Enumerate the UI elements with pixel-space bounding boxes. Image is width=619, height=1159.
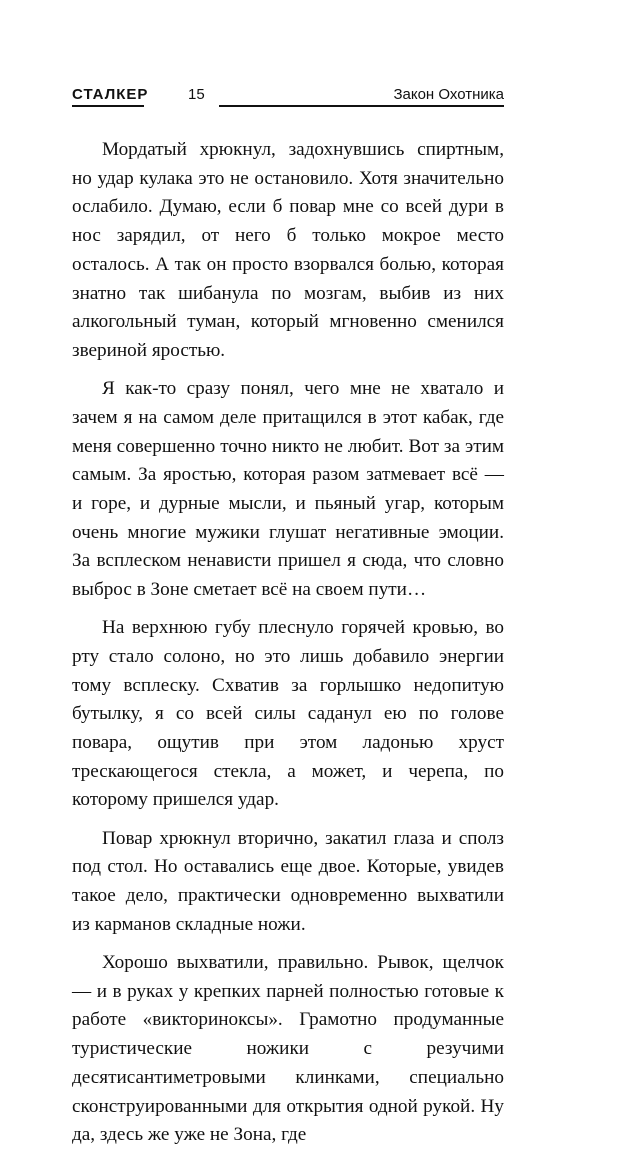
header-rule — [219, 105, 504, 107]
paragraph-3: На верхнюю губу плеснуло горячей кровью, во рту стало солоно, но это лишь добавило энергии тому всплеску. Схватив за горлышко недопитую бутылку, я со всей силы саданул ею по голове повара, ощутив при этом ладонью хруст трескающегося стекла, а может, и черепа, по которому пришелся удар. — [72, 617, 504, 811]
body-text — [72, 136, 504, 1159]
paragraph-1: Мордатый хрюкнул, задохнувшись спиртным, но удар кулака это не остановило. Хотя значительно ослабило. Думаю, если б повар мне со всей дури в нос зарядил, от него б только мокрое место осталось. А так он просто взорвался болью, которая знатно так шибанула по мозгам, выбив из них алкогольный туман, который мгновенно сменился звериной яростью. — [72, 139, 504, 361]
book-title: Закон Охотника — [393, 86, 504, 103]
series-underline — [72, 105, 144, 107]
paragraph-2: Я как-то сразу понял, чего мне не хватало и зачем я на самом деле притащился в этот кабак, где меня совершенно точно никто не любит. Вот за этим самым. За яростью, которая разом затмевает всё — и горе, и дурные мысли, и пьяный угар, которым очень многие мужики глушат негативные эмоции. За всплеском ненависти пришел я сюда, что словно выброс в Зоне сметает всё на своем пути… — [72, 378, 504, 601]
paragraph-4: Повар хрюкнул вторично, закатил глаза и сполз под стол. Но оставались еще двое. Которые, увидев такое дело, практически одновременно выхватили из карманов складные ножи. — [72, 827, 504, 935]
paragraph-5: Хорошо выхватили, правильно. Рывок, щелчок — и в руках у крепких парней полностью готовые к работе «викториноксы». Грамотно продуманные туристические ножики с резучими десятисантиметровыми клинками, специально сконструированными для открытия одной рукой. Ну да, здесь же уже не Зона, где — [72, 951, 504, 1146]
series-name: СТАЛКЕР — [72, 86, 149, 103]
page-number: 15 — [188, 86, 205, 103]
running-header — [72, 86, 504, 110]
